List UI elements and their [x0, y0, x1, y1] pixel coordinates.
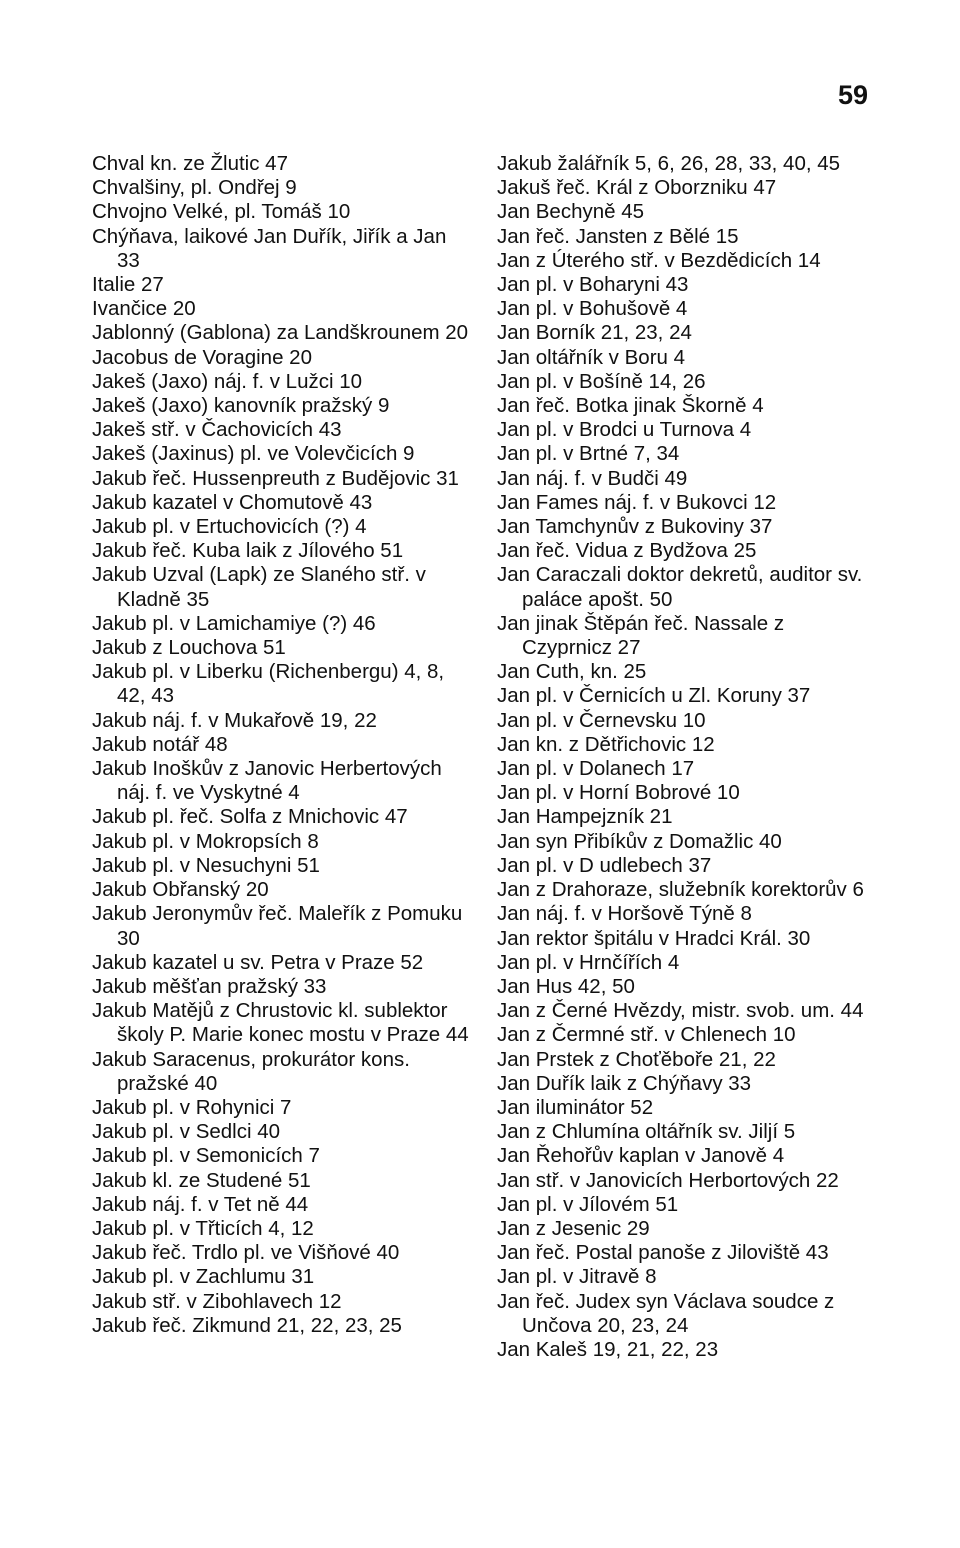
index-entry: Jan oltářník v Boru 4 — [497, 345, 686, 369]
index-entry: Jan řeč. Botka jinak Škorně 4 — [497, 394, 764, 418]
index-entry: Jakub pl. v Třticích 4, 12 — [92, 1216, 314, 1240]
index-entry: Jan jinak Štěpán řeč. Nassale z Czyprnicz 27 — [497, 611, 785, 660]
index-entry: Italie 27 — [92, 273, 164, 297]
index-column-right — [497, 152, 877, 1362]
index-entry: Jan pl. v Černevsku 10 — [497, 708, 706, 732]
index-entry: Jan stř. v Janovicích Herbortových 22 — [497, 1168, 839, 1192]
index-entry: Jakub pl. v Liberku (Richenbergu) 4, 8, 42, 43 — [92, 660, 445, 708]
index-entry: Jakub pl. v Zachlumu 31 — [92, 1265, 315, 1289]
index-entry: Jakub pl. v Mokropsích 8 — [92, 829, 319, 853]
index-entry: Jakub Matějů z Chrustovic kl. sublektor školy P. Marie konec mostu v Praze 44 — [92, 999, 469, 1047]
index-entry: Jakuš řeč. Král z Oborzniku 47 — [497, 176, 777, 200]
index-entry: Ivančice 20 — [92, 297, 196, 321]
index-entry: Jan z Jesenic 29 — [497, 1216, 650, 1240]
index-entry: Jakub náj. f. v Mukařově 19, 22 — [92, 708, 377, 732]
index-column-left — [92, 152, 472, 1338]
index-entry: Jakub Jeronymův řeč. Maleřík z Pomuku 30 — [92, 902, 463, 950]
index-entry: Jakeš (Jaxo) kanovník pražský 9 — [92, 394, 390, 418]
index-entry: Jan pl. v Bošíně 14, 26 — [497, 369, 706, 393]
index-entry: Chvalšiny, pl. Ondřej 9 — [92, 176, 297, 200]
index-entry: Jan rektor špitálu v Hradci Král. 30 — [497, 926, 811, 950]
index-entry: Jan pl. v Hrnčířích 4 — [497, 950, 680, 974]
index-entry: Jan pl. v D udlebech 37 — [497, 853, 712, 877]
index-entry: Jan Hus 42, 50 — [497, 974, 635, 998]
index-entry: Chvojno Velké, pl. Tomáš 10 — [92, 200, 351, 224]
index-entry: Jakub Obřanský 20 — [92, 878, 269, 902]
index-entry: Jakub náj. f. v Tet ně 44 — [92, 1192, 309, 1216]
index-entry: Jan Hampejzník 21 — [497, 805, 673, 829]
index-entry: Jan Bechyně 45 — [497, 200, 645, 224]
index-entry: Jakub Inoškův z Janovic Herbertových náj. f. ve Vyskytné 4 — [92, 757, 442, 805]
index-entry: Jakub žalářník 5, 6, 26, 28, 33, 40, 45 — [497, 152, 841, 175]
index-entry: Jakub Saracenus, prokurátor kons. pražské 40 — [92, 1047, 410, 1095]
index-entry: Jan pl. v Boharyni 43 — [497, 273, 689, 297]
index-entry: Jakub pl. v Sedlci 40 — [92, 1120, 281, 1144]
index-entry: Jan iluminátor 52 — [497, 1095, 654, 1119]
index-entry: Jan Cuth, kn. 25 — [497, 660, 647, 684]
index-entry: Jakub kazatel u sv. Petra v Praze 52 — [92, 950, 424, 974]
index-entry: Jan pl. v Horní Bobrové 10 — [497, 781, 740, 805]
index-entry: Jan kn. z Dětřichovic 12 — [497, 732, 715, 756]
index-entry: Jan Prstek z Choťěboře 21, 22 — [497, 1047, 776, 1071]
index-entry: Jacobus de Voragine 20 — [92, 345, 312, 369]
index-entry: Jakub z Louchova 51 — [92, 636, 286, 660]
index-entry: Chval kn. ze Žlutic 47 — [92, 152, 288, 175]
index-entry: Jan řeč. Jansten z Bělé 15 — [497, 224, 739, 248]
index-entry: Jan Caraczali doktor dekretů, auditor sv. paláce apošt. 50 — [497, 563, 863, 611]
index-entry: Jakub Uzval (Lapk) ze Slaného stř. v Kladně 35 — [92, 563, 426, 611]
index-entry: Jan pl. v Jílovém 51 — [497, 1192, 679, 1216]
index-entry: Jan náj. f. v Horšově Týně 8 — [497, 902, 752, 926]
index-entry: Jan Borník 21, 23, 24 — [497, 321, 692, 345]
index-entry: Jan Fames náj. f. v Bukovci 12 — [497, 490, 777, 514]
index-entry: Jan pl. v Bohušově 4 — [497, 297, 688, 321]
index-entry: Jan řeč. Judex syn Václava soudce z Unčova 20, 23, 24 — [497, 1289, 835, 1337]
index-entry: Jakub pl. v Lamichamiye (?) 46 — [92, 611, 376, 635]
index-entry: Jan z Chlumína oltářník sv. Jiljí 5 — [497, 1120, 796, 1144]
index-entry: Jakub kl. ze Studené 51 — [92, 1168, 311, 1192]
index-entry: Jan náj. f. v Budči 49 — [497, 466, 688, 490]
index-entry: Jan z Drahoraze, služebník korektorův 6 — [497, 878, 864, 902]
index-entry: Jan Tamchynův z Bukoviny 37 — [497, 515, 773, 539]
index-entry: Jakub měšťan pražský 33 — [92, 974, 327, 998]
index-entry: Jan Řehořův kaplan v Janově 4 — [497, 1144, 785, 1168]
index-entry: Jakub notář 48 — [92, 732, 228, 756]
index-entry: Jakub řeč. Hussenpreuth z Budějovic 31 — [92, 466, 459, 490]
index-entry: Jakub řeč. Kuba laik z Jílového 51 — [92, 539, 404, 563]
index-entry: Jakeš (Jaxo) náj. f. v Lužci 10 — [92, 369, 363, 393]
index-entry: Jakub pl. v Ertuchovicích (?) 4 — [92, 515, 367, 539]
index-entry: Jan pl. v Dolanech 17 — [497, 757, 695, 781]
index-entry: Jan z Černé Hvězdy, mistr. svob. um. 44 — [497, 999, 864, 1023]
index-entry: Jan Kaleš 19, 21, 22, 23 — [497, 1337, 719, 1361]
index-entry: Jan Duřík laik z Chýňavy 33 — [497, 1071, 752, 1095]
index-entry: Jakub pl. v Semonicích 7 — [92, 1144, 320, 1168]
index-entry: Jan řeč. Postal panoše z Jiloviště 43 — [497, 1241, 829, 1265]
index-entry: Jakub řeč. Trdlo pl. ve Višňové 40 — [92, 1241, 400, 1265]
index-entry: Jakeš stř. v Čachovicích 43 — [92, 418, 342, 442]
index-entry: Jan syn Přibíkův z Domažlic 40 — [497, 829, 782, 853]
index-entry: Jakeš (Jaxinus) pl. ve Volevčicích 9 — [92, 442, 415, 466]
index-entry: Jakub pl. řeč. Solfa z Mnichovic 47 — [92, 805, 408, 829]
index-entry: Jakub stř. v Zibohlavech 12 — [92, 1289, 342, 1313]
index-entry: Jan pl. v Brtné 7, 34 — [497, 442, 680, 466]
index-entry: Jakub řeč. Zikmund 21, 22, 23, 25 — [92, 1313, 402, 1337]
index-entry: Jan pl. v Černicích u Zl. Koruny 37 — [497, 684, 811, 708]
index-entry: Jan pl. v Jitravě 8 — [497, 1265, 657, 1289]
index-entry: Jan řeč. Vidua z Bydžova 25 — [497, 539, 757, 563]
index-entry: Chýňava, laikové Jan Duřík, Jiřík a Jan 33 — [92, 224, 447, 272]
index-entry: Jakub pl. v Rohynici 7 — [92, 1095, 292, 1119]
page-number: 59 — [837, 80, 868, 110]
index-entry: Jakub kazatel v Chomutově 43 — [92, 490, 373, 514]
index-entry: Jan pl. v Brodci u Turnova 4 — [497, 418, 752, 442]
index-entry: Jakub pl. v Nesuchyni 51 — [92, 853, 320, 877]
index-entry: Jan z Úterého stř. v Bezdědicích 14 — [497, 248, 821, 272]
index-entry: Jan z Čermné stř. v Chlenech 10 — [497, 1023, 796, 1047]
index-entry: Jablonný (Gablona) za Landškrounem 20 — [92, 321, 469, 345]
